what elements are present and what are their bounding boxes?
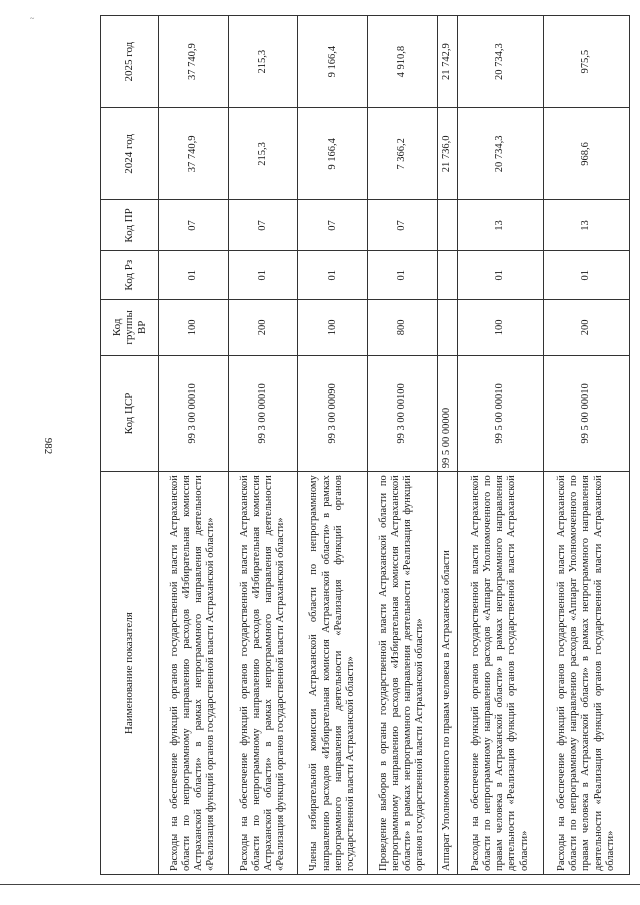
- row-name: Расходы на обеспечение функций органов государственной власти Астраханской области по непрограммному направлению расходов «Избирательная комиссия Астраханской области» в рамках непрограммного направления деятельности «Реализация функций органов государственной власти Астраханской области»: [228, 472, 298, 875]
- row-vr: 200: [228, 299, 298, 355]
- row-rz: 01: [159, 251, 229, 300]
- table-row: [437, 16, 457, 875]
- row-vr: 800: [367, 299, 437, 355]
- landscape-table-wrapper: [100, 15, 630, 875]
- header-2025: 2025 год: [101, 16, 159, 108]
- row-2025: 37 740,9: [159, 16, 229, 108]
- row-csr: 99 5 00 00010: [457, 355, 543, 471]
- row-rz: 01: [543, 251, 629, 300]
- row-pr: 07: [367, 200, 437, 251]
- bottom-rule: [0, 884, 640, 885]
- row-2025: 20 734,3: [457, 16, 543, 108]
- row-2025: 9 166,4: [298, 16, 368, 108]
- page-number: 982: [42, 437, 54, 455]
- row-pr: 13: [543, 200, 629, 251]
- row-csr: 99 3 00 00010: [159, 355, 229, 471]
- row-name: Проведение выборов в органы государственной власти Астраханской области по непрограммному направлению расходов «Избирательная комиссия Астраханской области» в рамках непрограммного направления деятельности «Реализация функций органов государственной власти Астраханской области»: [367, 472, 437, 875]
- row-2025: 21 742,9: [437, 16, 457, 108]
- corner-mark: ~: [30, 14, 35, 23]
- row-name: Аппарат Уполномоченного по правам человека в Астраханской области: [437, 472, 457, 875]
- row-pr: 13: [457, 200, 543, 251]
- row-csr: 99 5 00 00000: [437, 355, 457, 471]
- row-name: Расходы на обеспечение функций органов государственной власти Астраханской области по непрограммному направлению расходов «Аппарат Уполномоченного по правам человека в Астраханской области» в рамках непрограммного направления деятельности «Реализация функций органов государственной власти Астраханской области»: [543, 472, 629, 875]
- table-row: [457, 16, 543, 875]
- row-vr: 200: [543, 299, 629, 355]
- row-2024: 7 366,2: [367, 108, 437, 200]
- table-row: [298, 16, 368, 875]
- table-header-row: [101, 16, 159, 875]
- row-pr: 07: [298, 200, 368, 251]
- header-2024: 2024 год: [101, 108, 159, 200]
- row-csr: 99 5 00 00010: [543, 355, 629, 471]
- row-2024: 215,3: [228, 108, 298, 200]
- header-name: Наименование показателя: [101, 472, 159, 875]
- row-rz: [437, 251, 457, 300]
- budget-table: [100, 15, 630, 875]
- row-csr: 99 3 00 00090: [298, 355, 368, 471]
- row-rz: 01: [457, 251, 543, 300]
- row-name: Члены избирательной комиссии Астраханской области по непрограммному направлению расходов «Избирательная комиссия Астраханской области» в рамках непрограммного направления деятельности «Реализация функций органов государственной власти Астраханской области»: [298, 472, 368, 875]
- row-pr: 07: [159, 200, 229, 251]
- row-vr: 100: [298, 299, 368, 355]
- row-2025: 215,3: [228, 16, 298, 108]
- row-name: Расходы на обеспечение функций органов государственной власти Астраханской области по непрограммному направлению расходов «Избирательная комиссия Астраханской области» в рамках непрограммного направления деятельности «Реализация функций органов государственной власти Астраханской области»: [159, 472, 229, 875]
- header-csr: Код ЦСР: [101, 355, 159, 471]
- row-2024: 20 734,3: [457, 108, 543, 200]
- header-rz: Код Рз: [101, 251, 159, 300]
- header-pr: Код ПР: [101, 200, 159, 251]
- row-pr: 07: [228, 200, 298, 251]
- row-2024: 9 166,4: [298, 108, 368, 200]
- row-name: Расходы на обеспечение функций органов государственной власти Астраханской области по непрограммному направлению расходов «Аппарат Уполномоченного по правам человека в Астраханской области» в рамках непрограммного направления деятельности «Реализация функций органов государственной власти Астраханской области»: [457, 472, 543, 875]
- table-container: [100, 15, 630, 875]
- row-pr: [437, 200, 457, 251]
- table-row: [228, 16, 298, 875]
- row-2024: 37 740,9: [159, 108, 229, 200]
- table-row: [543, 16, 629, 875]
- row-csr: 99 3 00 00100: [367, 355, 437, 471]
- row-rz: 01: [367, 251, 437, 300]
- row-2025: 975,5: [543, 16, 629, 108]
- table-row: [159, 16, 229, 875]
- row-2024: 968,6: [543, 108, 629, 200]
- row-vr: 100: [457, 299, 543, 355]
- header-vr: Код группы ВР: [101, 299, 159, 355]
- row-rz: 01: [298, 251, 368, 300]
- row-rz: 01: [228, 251, 298, 300]
- table-row: [367, 16, 437, 875]
- row-csr: 99 3 00 00010: [228, 355, 298, 471]
- row-2024: 21 736,0: [437, 108, 457, 200]
- row-2025: 4 910,8: [367, 16, 437, 108]
- row-vr: [437, 299, 457, 355]
- row-vr: 100: [159, 299, 229, 355]
